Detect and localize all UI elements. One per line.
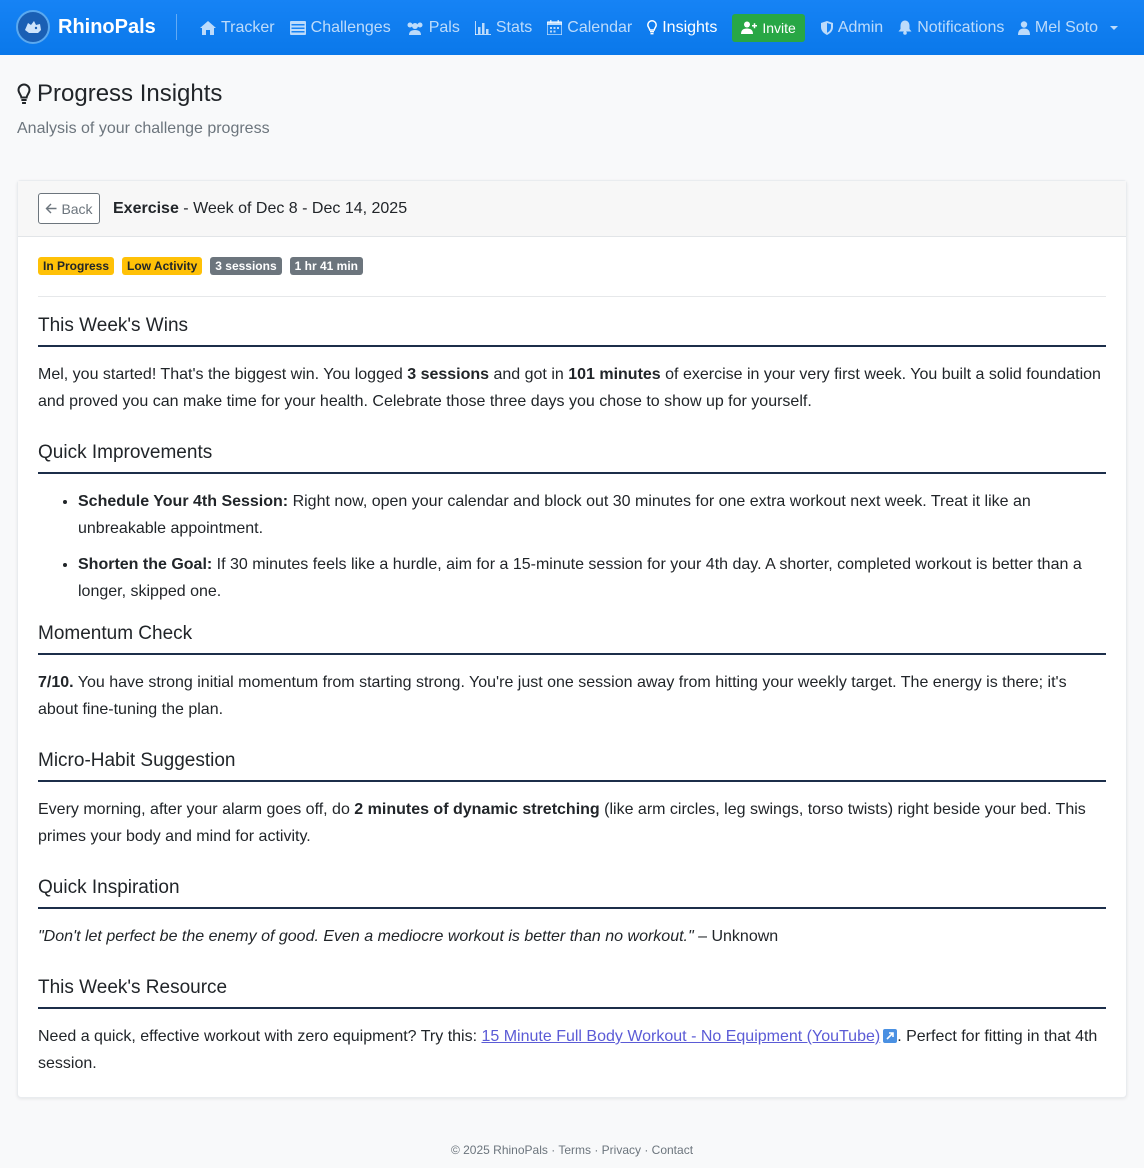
quote-author: – Unknown [693,928,779,945]
calendar-icon [547,20,562,35]
back-label: Back [61,200,93,217]
back-button[interactable] [38,193,100,224]
nav-stats[interactable] [475,19,532,37]
invite-label: Invite [762,19,796,36]
wins-text: Mel, you started! That's the biggest win. You logged 3 sessions and got in 101 minutes of exercise in your very first week. You built a solid foundation and proved you can make time for your health. Celebrate those three days you chose to show up for yourself. [38,366,1101,410]
user-name: Mel Soto [1034,18,1098,36]
sessions-badge: 3 sessions [210,257,281,275]
invite-button[interactable] [732,14,804,42]
list-item: • Schedule Your 4th Session: Right now, open your calendar and block out 30 minutes for one extra workout next week. Treat it like an unbreakable appointment. [78,488,1106,542]
page-title [17,80,222,108]
nav-challenges[interactable] [290,19,391,37]
challenge-name: Exercise [113,199,179,217]
section-title-momentum: Momentum Check [38,623,1106,655]
user-icon [1018,21,1030,35]
bell-icon [898,20,912,35]
list-item: • Shorten the Goal: If 30 minutes feels like a hurdle, aim for a 15-minute session for your 4th day. A shorter, completed workout is better than a longer, skipped one. [78,551,1106,605]
nav-tracker-label: Tracker [221,18,275,36]
nav-admin[interactable] [821,19,883,37]
caret-down-icon [1109,25,1119,31]
status-badge-low-activity: Low Activity [122,257,202,275]
footer-privacy-link[interactable]: Privacy [601,1143,641,1157]
user-plus-icon [741,21,757,34]
home-icon [200,21,216,35]
resource-text: Need a quick, effective workout with zero equipment? Try this: 15 Minute Full Body Workout - No Equipment (YouTube) . Perfect for fitting in that 4th session. [38,1028,1098,1072]
user-menu-dropdown[interactable] [1018,0,1119,55]
lightbulb-icon [647,20,657,35]
nav-pals[interactable] [406,19,460,37]
external-link-icon [883,1029,897,1043]
page-subtitle: Analysis of your challenge progress [17,120,270,137]
nav-calendar[interactable] [547,19,632,37]
footer: © 2025 RhinoPals · Terms · Privacy · Contact [450,1143,694,1157]
list-icon [290,21,306,35]
quote: "Don't let perfect be the enemy of good. Even a mediocre workout is better than no workout." [38,928,694,945]
nav-insights[interactable] [647,19,717,37]
lightbulb-icon [17,83,31,105]
challenge-header [113,200,407,218]
brand-name: RhinoPals [58,15,156,38]
section-title-habit: Micro-Habit Suggestion [38,750,1106,782]
section-title-inspiration: Quick Inspiration [38,877,1106,909]
footer-terms-link[interactable]: Terms [558,1143,591,1157]
footer-contact-link[interactable]: Contact [651,1143,694,1157]
divider [38,296,1106,297]
improvements-list [38,488,1106,605]
insights-card [17,180,1127,1098]
navbar [0,0,1144,55]
challenge-week: - Week of Dec 8 - Dec 14, 2025 [178,199,408,217]
nav-stats-label: Stats [495,18,533,36]
rhino-logo-icon [16,10,50,44]
status-badges [38,257,1106,275]
footer-copyright: © 2025 RhinoPals [450,1143,548,1157]
nav-insights-label: Insights [662,18,718,36]
brand-link[interactable] [16,10,156,44]
duration-badge: 1 hr 41 min [290,257,363,275]
nav-calendar-label: Calendar [567,18,633,36]
nav-challenges-label: Challenges [310,18,391,36]
users-icon [406,21,424,35]
card-header [18,181,1126,237]
section-title-wins: This Week's Wins [38,315,1106,347]
arrow-left-icon [45,203,57,214]
bar-chart-icon [475,21,491,35]
nav-notifications-label: Notifications [917,18,1005,36]
nav-divider [176,14,177,40]
status-badge-in-progress: In Progress [38,257,114,275]
section-title-resource: This Week's Resource [38,977,1106,1009]
section-title-improvements: Quick Improvements [38,442,1106,474]
shield-icon [821,21,833,35]
nav-notifications[interactable] [898,19,1004,37]
resource-link[interactable]: 15 Minute Full Body Workout - No Equipment (YouTube) [481,1028,897,1045]
nav-admin-label: Admin [837,18,884,36]
page-title-text: Progress Insights [37,80,223,107]
inspiration-text [38,923,1106,950]
habit-text: Every morning, after your alarm goes off, do 2 minutes of dynamic stretching (like arm circles, leg swings, torso twists) right beside your bed. This primes your body and mind for activity. [38,801,1086,845]
momentum-text: 7/10. You have strong initial momentum from starting strong. You're just one session away from hitting your weekly target. The energy is there; it's about fine-tuning the plan. [38,674,1067,718]
nav-pals-label: Pals [428,18,460,36]
nav-tracker[interactable] [200,19,275,37]
